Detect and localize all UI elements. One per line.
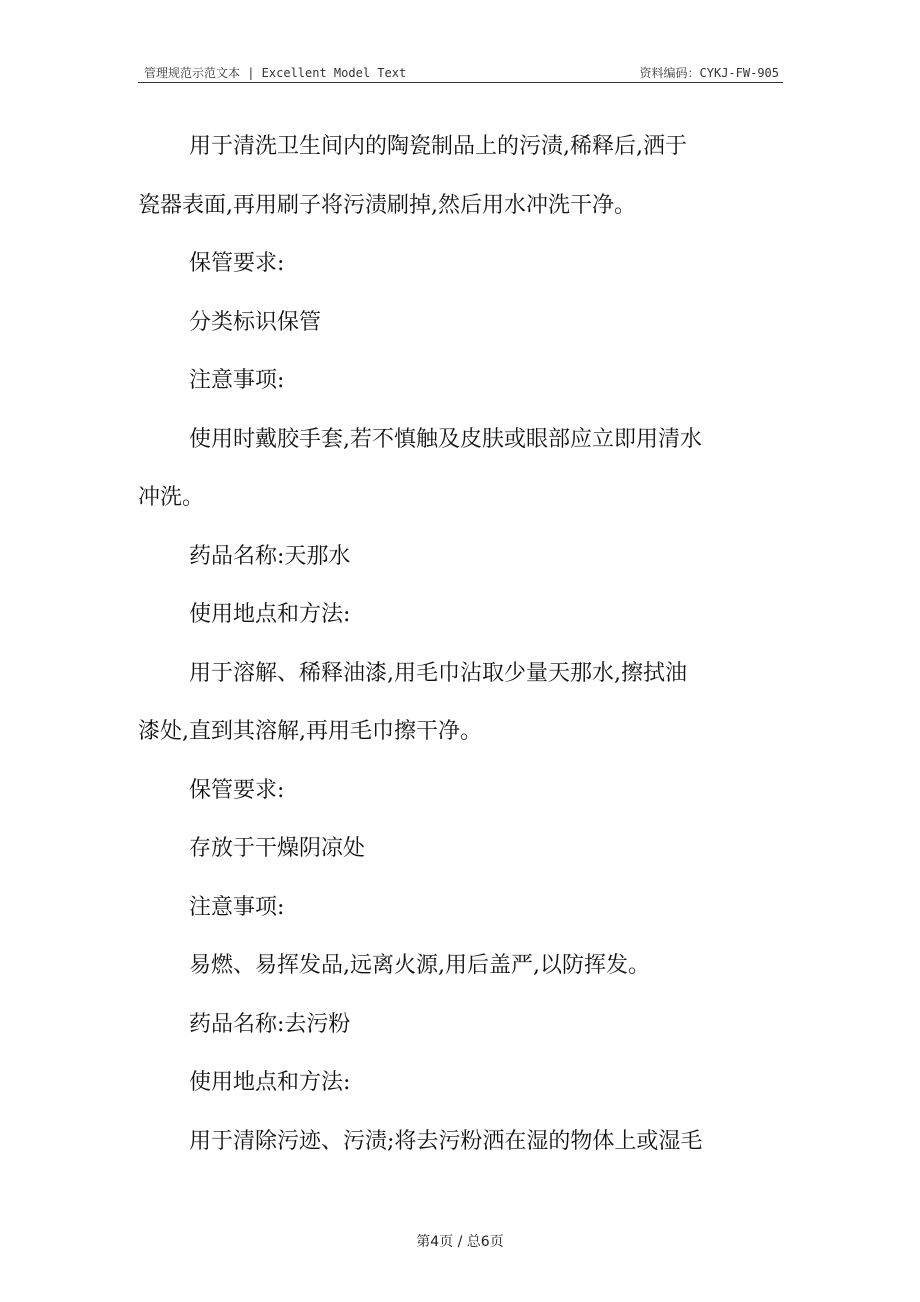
paragraph-line: 冲洗。 — [138, 485, 205, 510]
paragraph-line: 存放于干燥阴凉处 — [189, 836, 366, 861]
paragraph-line: 用于清除污迹、污渍;将去污粉洒在湿的物体上或湿毛 — [189, 1128, 703, 1154]
paragraph-line: 使用地点和方法: — [189, 1070, 351, 1095]
document-body — [138, 118, 778, 1171]
paragraph-line: 保管要求: — [189, 777, 285, 803]
paragraph-line: 使用地点和方法: — [189, 602, 351, 627]
paragraph-line: 分类标识保管 — [189, 309, 322, 335]
paragraph-line: 药品名称:去污粉 — [189, 1011, 351, 1037]
page-number: 第4页 / 总6页 — [416, 1234, 504, 1250]
paragraph-line: 注意事项: — [189, 894, 285, 920]
header-title: 管理规范示范文本 | Excellent Model Text — [144, 66, 407, 80]
paragraph-line: 用于溶解、稀释油漆,用毛巾沾取少量天那水,擦拭油 — [189, 660, 687, 686]
paragraph-line: 使用时戴胶手套,若不慎触及皮肤或眼部应立即用清水 — [189, 426, 702, 452]
paragraph-line: 用于清洗卫生间内的陶瓷制品上的污渍,稀释后,洒于 — [189, 134, 687, 159]
page-header — [138, 62, 783, 83]
paragraph-line: 药品名称:天那水 — [189, 543, 351, 569]
paragraph-line: 注意事项: — [189, 368, 285, 393]
paragraph-line: 漆处,直到其溶解,再用毛巾擦干净。 — [138, 719, 482, 744]
paragraph-line: 瓷器表面,再用刷子将污渍刷掉,然后用水冲洗干净。 — [138, 192, 636, 218]
paragraph-line: 易燃、易挥发品,远离火源,用后盖严,以防挥发。 — [189, 953, 650, 978]
document-code: 资料编码：CYKJ-FW-905 — [639, 66, 779, 80]
paragraph-line: 保管要求: — [189, 251, 285, 276]
